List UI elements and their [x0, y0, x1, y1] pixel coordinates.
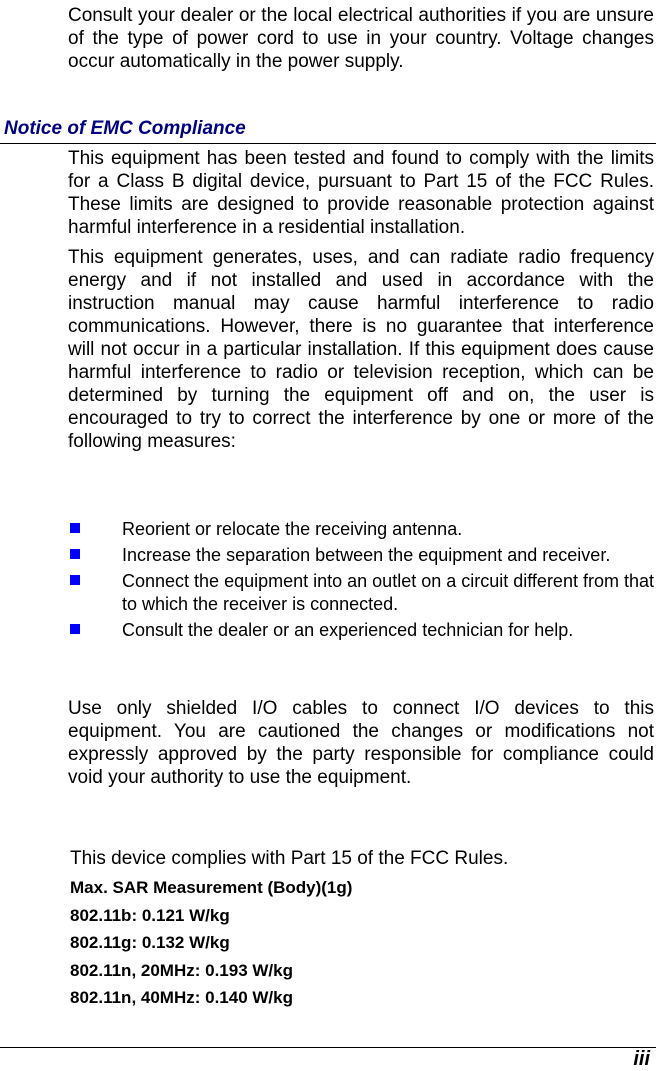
- sar-line: 802.11n, 40MHz: 0.140 W/kg: [70, 988, 293, 1007]
- measure-text: Increase the separation between the equipment and receiver.: [122, 545, 611, 565]
- sar-measurements: [70, 874, 352, 1012]
- measures-list: [68, 518, 654, 645]
- list-item: [68, 619, 654, 642]
- sar-line: 802.11n, 20MHz: 0.193 W/kg: [70, 960, 293, 980]
- footer-divider: [0, 1047, 656, 1048]
- compliance-statement: This device complies with Part 15 of the FCC Rules.: [70, 848, 509, 869]
- measure-text: Consult the dealer or an experienced technician for help.: [122, 620, 574, 640]
- list-item: [68, 544, 654, 567]
- sar-line: 802.11g: 0.132 W/kg: [70, 933, 230, 952]
- page-number: iii: [633, 1048, 650, 1070]
- emc-paragraph-1: This equipment has been tested and found to comply with the limits for a Class B digital device, pursuant to Part 15 of the FCC Rules. These limits are designed to provide reasonable protection against harmful interference in a residential installation.: [68, 148, 654, 238]
- intro-paragraph: Consult your dealer or the local electrical authorities if you are unsure of the type of power cord to use in your country. Voltage changes occur automatically in the power supply.: [68, 5, 654, 72]
- emc-paragraph-2: This equipment generates, uses, and can radiate radio frequency energy and if not installed and used in accordance with the instruction manual may cause harmful interference to radio communications. However, there is no guarantee that interference will not occur in a particular installation. If this equipment does cause harmful interference to radio or television reception, which can be determined by turning the equipment off and on, the user is encouraged to try to correct the interference by one or more of the following measures:: [68, 247, 654, 452]
- measure-text: Reorient or relocate the receiving antenna.: [122, 519, 463, 539]
- emc-paragraph-3: Use only shielded I/O cables to connect I/O devices to this equipment. You are cautioned the changes or modifications not expressly approved by the party responsible for compliance could void your authority to use the equipment.: [68, 698, 654, 788]
- measure-text: Connect the equipment into an outlet on a circuit different from that to which the receiver is connected.: [122, 571, 654, 614]
- sar-title: Max. SAR Measurement (Body)(1g): [70, 878, 353, 897]
- section-heading: Notice of EMC Compliance: [4, 118, 246, 139]
- heading-divider: [0, 143, 656, 144]
- square-bullet-icon: [70, 575, 80, 585]
- sar-line: 802.11b: 0.121 W/kg: [70, 905, 230, 925]
- list-item: [68, 518, 654, 541]
- square-bullet-icon: [70, 549, 80, 559]
- list-item: [68, 570, 654, 616]
- square-bullet-icon: [70, 624, 80, 634]
- square-bullet-icon: [70, 523, 80, 533]
